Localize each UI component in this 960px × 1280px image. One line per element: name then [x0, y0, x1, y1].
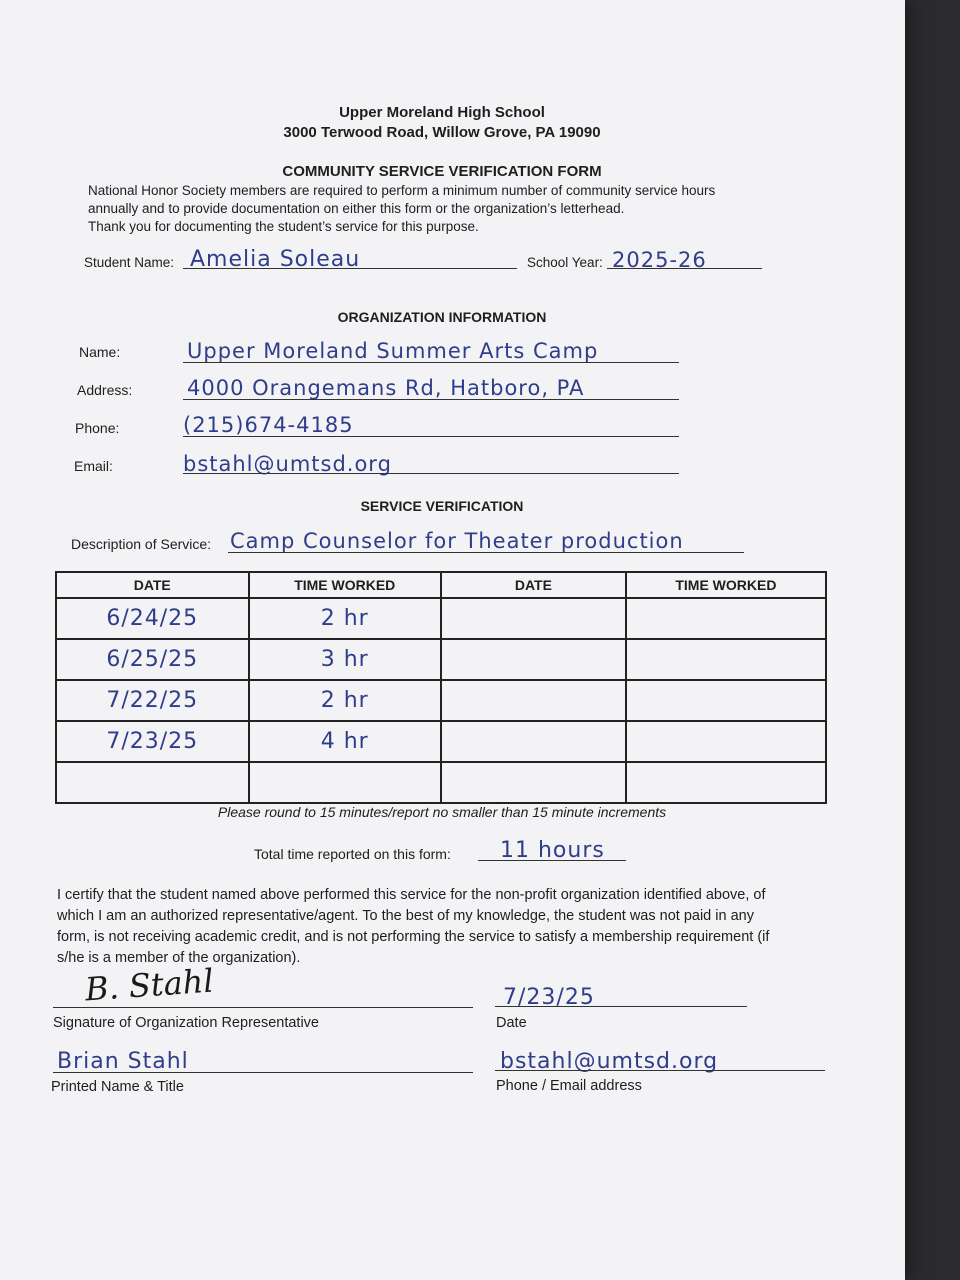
table-header-row	[56, 572, 826, 598]
org-phone-line	[183, 436, 679, 437]
date-cell[interactable]	[441, 721, 626, 762]
org-address-value[interactable]: 4000 Orangemans Rd, Hatboro, PA	[187, 376, 585, 400]
contact-line	[495, 1070, 825, 1071]
date-line	[495, 1006, 747, 1007]
total-time-label: Total time reported on this form:	[254, 846, 451, 862]
table-row	[56, 721, 826, 762]
date-value[interactable]: 7/23/25	[503, 985, 595, 1010]
service-desc-label: Description of Service:	[71, 536, 212, 552]
date-label: Date	[496, 1015, 527, 1031]
org-address-label: Address:	[77, 382, 133, 398]
school-name: Upper Moreland High School	[339, 104, 545, 121]
table-row	[56, 680, 826, 721]
org-email-line	[183, 473, 679, 474]
column-header-time-worked-2: TIME WORKED	[626, 572, 826, 598]
table-row	[56, 598, 826, 639]
certification-line-2: which I am an authorized representative/agent. To the best of my knowledge, the student was not paid in any	[57, 908, 754, 924]
student-name-line	[183, 268, 517, 269]
date-cell[interactable]: 7/23/25	[56, 721, 249, 762]
org-phone-label: Phone:	[75, 420, 120, 436]
org-email-value[interactable]: bstahl@umtsd.org	[183, 452, 392, 476]
service-desc-value[interactable]: Camp Counselor for Theater production	[230, 529, 684, 553]
date-cell[interactable]: 6/24/25	[56, 598, 249, 639]
printed-name-line	[53, 1072, 473, 1073]
printed-name-label: Printed Name & Title	[51, 1079, 184, 1095]
total-time-value[interactable]: 11 hours	[500, 838, 605, 863]
org-email-label: Email:	[74, 458, 113, 474]
service-heading: SERVICE VERIFICATION	[360, 498, 524, 514]
school-year-value[interactable]: 2025-26	[612, 248, 707, 272]
org-address-line	[183, 399, 679, 400]
rounding-note: Please round to 15 minutes/report no smaller than 15 minute increments	[217, 804, 667, 820]
signature-scrawl[interactable]: B. Stahl	[83, 961, 215, 1009]
time-cell[interactable]	[626, 680, 826, 721]
date-cell[interactable]	[441, 762, 626, 803]
table-row	[56, 762, 826, 803]
intro-line-1: National Honor Society members are required to perform a minimum number of community service hours	[88, 183, 716, 198]
contact-label: Phone / Email address	[496, 1078, 642, 1094]
time-cell[interactable]	[249, 762, 442, 803]
signature-label: Signature of Organization Representative	[53, 1015, 319, 1031]
student-name-value[interactable]: Amelia Soleau	[190, 247, 361, 272]
service-hours-table	[55, 571, 827, 804]
column-header-date-2: DATE	[441, 572, 626, 598]
table-row	[56, 639, 826, 680]
time-cell[interactable]	[626, 762, 826, 803]
intro-line-3: Thank you for documenting the student’s service for this purpose.	[88, 219, 479, 234]
date-cell[interactable]: 7/22/25	[56, 680, 249, 721]
time-cell[interactable]: 2 hr	[249, 680, 442, 721]
school-address: 3000 Terwood Road, Willow Grove, PA 19090	[283, 124, 601, 141]
time-cell[interactable]: 4 hr	[249, 721, 442, 762]
org-phone-value[interactable]: (215)674-4185	[183, 413, 354, 437]
date-cell[interactable]	[441, 598, 626, 639]
org-name-label: Name:	[79, 344, 121, 360]
student-name-label: Student Name:	[84, 255, 175, 270]
date-cell[interactable]	[441, 639, 626, 680]
time-cell[interactable]: 2 hr	[249, 598, 442, 639]
org-name-line	[183, 362, 679, 363]
form-title: COMMUNITY SERVICE VERIFICATION FORM	[282, 163, 602, 180]
time-cell[interactable]	[626, 721, 826, 762]
contact-value[interactable]: bstahl@umtsd.org	[500, 1049, 719, 1074]
certification-line-1: I certify that the student named above performed this service for the non-profit organization identified above, of	[57, 887, 766, 903]
column-header-date: DATE	[56, 572, 249, 598]
printed-name-value[interactable]: Brian Stahl	[57, 1049, 189, 1074]
school-year-label: School Year:	[527, 255, 603, 270]
service-desc-line	[228, 552, 744, 553]
total-time-line	[478, 860, 626, 861]
intro-line-2: annually and to provide documentation on either this form or the organization’s letterhead.	[88, 201, 625, 216]
date-cell[interactable]	[56, 762, 249, 803]
date-cell[interactable]: 6/25/25	[56, 639, 249, 680]
school-year-line	[607, 268, 762, 269]
column-header-time-worked: TIME WORKED	[249, 572, 442, 598]
time-cell[interactable]	[626, 598, 826, 639]
certification-line-4: s/he is a member of the organization).	[57, 950, 301, 966]
date-cell[interactable]	[441, 680, 626, 721]
certification-line-3: form, is not receiving academic credit, and is not performing the service to satisfy a membership requirement (if	[57, 929, 770, 945]
signature-line	[53, 1007, 473, 1008]
org-name-value[interactable]: Upper Moreland Summer Arts Camp	[187, 339, 599, 363]
time-cell[interactable]: 3 hr	[249, 639, 442, 680]
organization-heading: ORGANIZATION INFORMATION	[337, 309, 547, 325]
time-cell[interactable]	[626, 639, 826, 680]
